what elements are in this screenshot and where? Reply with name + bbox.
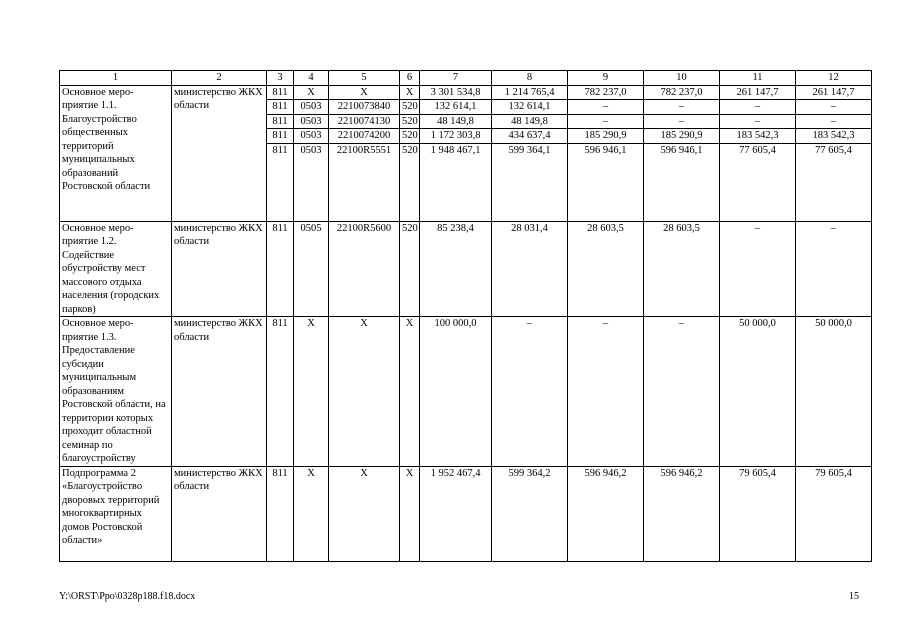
header-cell: 6 [400,71,420,86]
header-cell: 9 [568,71,644,86]
value-cell: – [568,114,644,129]
value-cell: 50 000,0 [796,317,872,467]
value-cell: Х [329,85,400,100]
value-cell: 50 000,0 [720,317,796,467]
table-row [60,317,872,467]
value-cell: Х [329,466,400,561]
budget-table [59,70,872,562]
value-cell: – [720,221,796,317]
value-cell: 596 946,2 [568,466,644,561]
value-cell: 100 000,0 [420,317,492,467]
value-cell: 811 [267,143,294,221]
value-cell: 79 605,4 [796,466,872,561]
measure-name: Основное меро-приятие 1.2. Содействие обустройству мест массового отдыха населения (городских парков) [60,221,172,317]
value-cell: 811 [267,466,294,561]
value-cell: – [568,100,644,115]
value-cell: – [492,317,568,467]
value-cell: 48 149,8 [420,114,492,129]
value-cell: 132 614,1 [492,100,568,115]
value-cell: 599 364,1 [492,143,568,221]
header-cell: 1 [60,71,172,86]
header-cell: 8 [492,71,568,86]
value-cell: 1 172 303,8 [420,129,492,144]
value-cell: 782 237,0 [644,85,720,100]
value-cell: 22100R5600 [329,221,400,317]
value-cell: 811 [267,221,294,317]
value-cell: 48 149,8 [492,114,568,129]
value-cell: – [568,317,644,467]
value-cell: Х [294,466,329,561]
header-cell: 12 [796,71,872,86]
value-cell: 520 [400,129,420,144]
value-cell: 132 614,1 [420,100,492,115]
value-cell: 596 946,1 [644,143,720,221]
value-cell: 1 952 467,4 [420,466,492,561]
header-row [60,71,872,86]
measure-name: Основное меро-приятие 1.3. Предоставление субсидии муниципальным образованиям Ростовской области, на территории которых проходит областной семинар по благоустройству [60,317,172,467]
value-cell: 261 147,7 [720,85,796,100]
value-cell: 1 948 467,1 [420,143,492,221]
header-cell: 5 [329,71,400,86]
value-cell: 28 603,5 [568,221,644,317]
executor-cell: министерство ЖКХ области [172,221,267,317]
value-cell: 599 364,2 [492,466,568,561]
value-cell: Х [329,317,400,467]
header-cell: 3 [267,71,294,86]
value-cell: 0503 [294,100,329,115]
value-cell: – [796,221,872,317]
table-row [60,221,872,317]
value-cell: 183 542,3 [720,129,796,144]
value-cell: 811 [267,129,294,144]
value-cell: 0503 [294,143,329,221]
measure-name: Основное меро-приятие 1.1. Благоустройство общественных территорий муниципальных образований Ростовской области [60,85,172,221]
value-cell: 782 237,0 [568,85,644,100]
value-cell: 811 [267,100,294,115]
value-cell: 28 031,4 [492,221,568,317]
measure-name: Подпрограмма 2 «Благоустройство дворовых территорий многоквартирных домов Ростовской области» [60,466,172,561]
value-cell: – [644,100,720,115]
value-cell: – [796,100,872,115]
value-cell: – [644,317,720,467]
value-cell: 520 [400,143,420,221]
value-cell: 77 605,4 [720,143,796,221]
value-cell: 0503 [294,129,329,144]
value-cell: 0503 [294,114,329,129]
value-cell: 520 [400,221,420,317]
value-cell: 520 [400,114,420,129]
value-cell: Х [294,317,329,467]
value-cell: 0505 [294,221,329,317]
table-row [60,466,872,561]
value-cell: Х [400,466,420,561]
value-cell: Х [400,85,420,100]
value-cell: 185 290,9 [568,129,644,144]
value-cell: 185 290,9 [644,129,720,144]
executor-cell: министерство ЖКХ области [172,85,267,221]
value-cell: 3 301 534,8 [420,85,492,100]
value-cell: 596 946,2 [644,466,720,561]
value-cell: 2210074130 [329,114,400,129]
value-cell: Х [294,85,329,100]
footer-page-number: 15 [849,591,859,602]
value-cell: – [720,114,796,129]
value-cell: 2210074200 [329,129,400,144]
value-cell: 811 [267,317,294,467]
value-cell: 183 542,3 [796,129,872,144]
value-cell: 2210073840 [329,100,400,115]
value-cell: 22100R5551 [329,143,400,221]
header-cell: 11 [720,71,796,86]
value-cell: 811 [267,85,294,100]
value-cell: Х [400,317,420,467]
executor-cell: министерство ЖКХ области [172,317,267,467]
value-cell: 28 603,5 [644,221,720,317]
value-cell: – [644,114,720,129]
value-cell: 520 [400,100,420,115]
value-cell: 79 605,4 [720,466,796,561]
header-cell: 10 [644,71,720,86]
value-cell: – [796,114,872,129]
table-row [60,85,872,100]
header-cell: 4 [294,71,329,86]
header-cell: 2 [172,71,267,86]
value-cell: 85 238,4 [420,221,492,317]
value-cell: 261 147,7 [796,85,872,100]
value-cell: 77 605,4 [796,143,872,221]
header-cell: 7 [420,71,492,86]
value-cell: 596 946,1 [568,143,644,221]
value-cell: 434 637,4 [492,129,568,144]
value-cell: 811 [267,114,294,129]
executor-cell: министерство ЖКХ области [172,466,267,561]
footer-file-path: Y:\ORST\Ppo\0328p188.f18.docx [59,591,196,602]
value-cell: – [720,100,796,115]
value-cell: 1 214 765,4 [492,85,568,100]
